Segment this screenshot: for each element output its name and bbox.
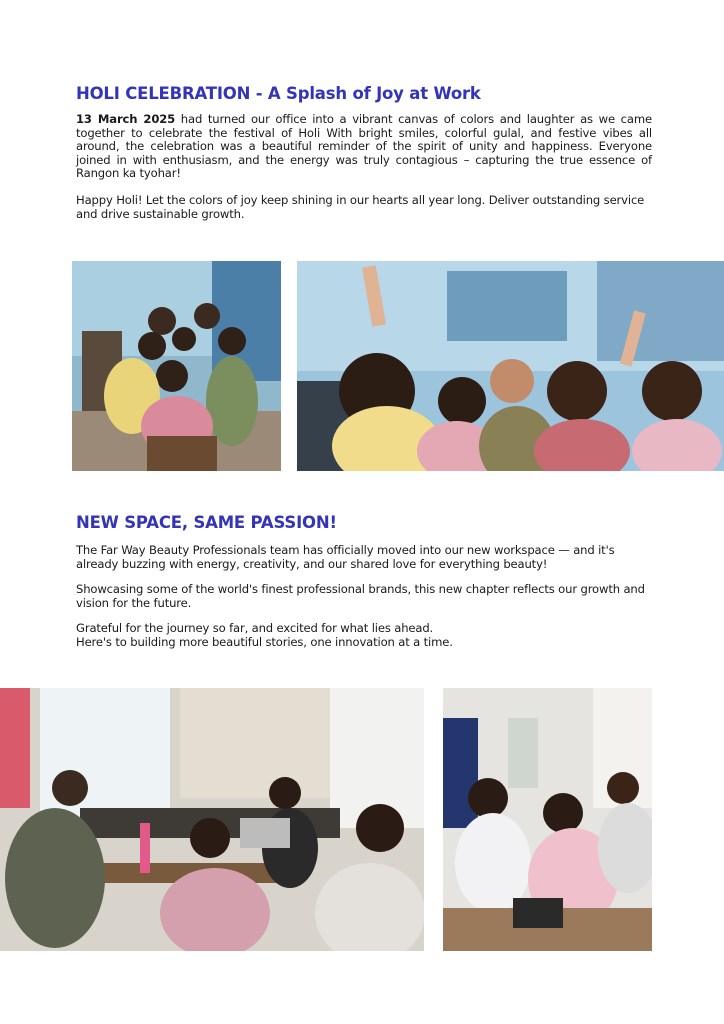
- new-space-paragraph-1: The Far Way Beauty Professionals team has officially moved into our new workspace — and it's already buzzing with energy, creativity, and our shared love for everything beauty!: [76, 543, 615, 571]
- holi-group-photo-1: [72, 261, 281, 471]
- holi-date: 13 March 2025: [76, 112, 176, 126]
- holi-title: HOLI CELEBRATION - A Splash of Joy at Work: [76, 84, 481, 103]
- new-space-paragraph-2: Showcasing some of the world's finest professional brands, this new chapter reflects our growth and vision for the future.: [76, 582, 645, 610]
- holi-closing-paragraph: Happy Holi! Let the colors of joy keep shining in our hearts all year long. Deliver outstanding service and drive sustainable growth.: [76, 192, 645, 221]
- new-space-paragraph-3: [76, 622, 652, 649]
- new-space-title: NEW SPACE, SAME PASSION!: [76, 513, 337, 532]
- new-space-line-building: Here's to building more beautiful stories, one innovation at a time.: [76, 634, 453, 649]
- new-space-section: [76, 513, 652, 650]
- office-team-photo-2: [443, 688, 652, 951]
- holi-section: [76, 84, 652, 221]
- new-space-line-grateful: Grateful for the journey so far, and excited for what lies ahead.: [76, 621, 434, 636]
- holi-intro-text: had turned our office into a vibrant canvas of colors and laughter as we came together to celebrate the festival of Holi With bright smiles, colorful gulal, and festive vibes all around, the celebration was a beautiful reminder of the spirit of unity and happiness. Everyone joined in with enthusiasm, and the energy was truly contagious – capturing the true essence of Rangon ka tyohar!: [76, 112, 652, 181]
- holi-group-photo-2: [297, 261, 724, 471]
- office-team-photo-1: [0, 688, 424, 951]
- holi-intro-paragraph: [76, 113, 652, 181]
